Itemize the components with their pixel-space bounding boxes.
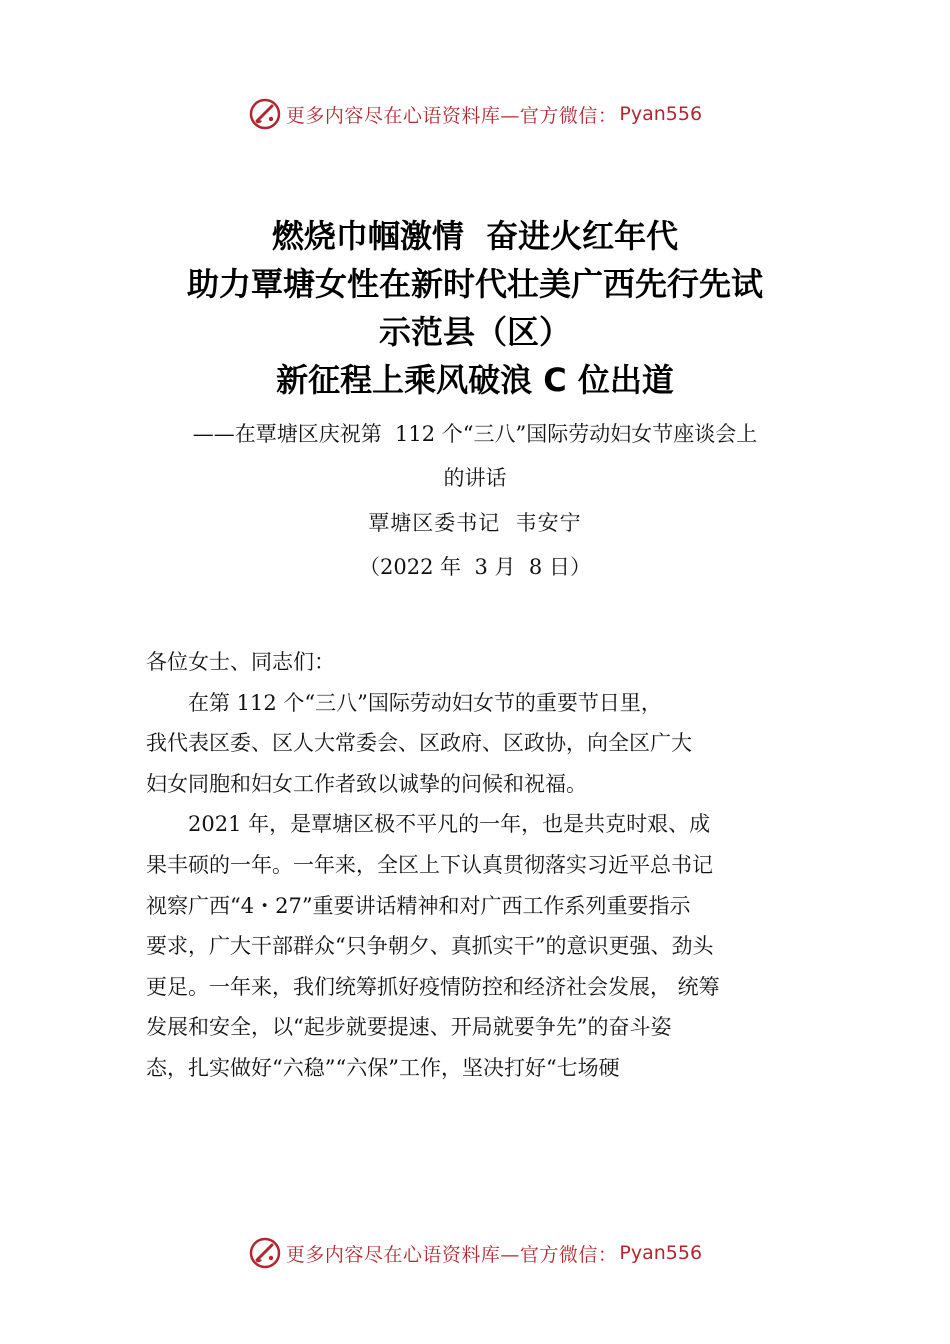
paragraph-line: 要求，广大干部群众“只争朝夕、真抓实干”的意识更强、劲头 — [146, 934, 714, 959]
footer-banner — [0, 1233, 950, 1273]
paragraph-line: 在第 112 个“三八”国际劳动妇女节的重要节日里， — [188, 690, 662, 715]
subtitle-line-2: 的讲话 — [443, 466, 507, 490]
banner-text: 更多内容尽在心语资料库—官方微信： — [285, 104, 618, 127]
paragraph-line: 更足。一年来，我们统筹抓好疫情防控和经济社会发展， 统筹 — [146, 974, 720, 999]
banner-wechat-id: Pyan556 — [619, 103, 703, 125]
salutation — [146, 642, 811, 683]
document-title — [0, 212, 950, 404]
paragraph-line: 我代表区委、区人大常委会、区政府、区政协，向全区广大 — [146, 731, 692, 756]
title-line-1: 燃烧巾帼激情 奋进火红年代 — [271, 217, 679, 255]
date-line: （2022 年 3 月 8 日） — [359, 555, 591, 579]
title-line-3: 示范县（区） — [378, 313, 571, 351]
paragraph-line: 果丰硕的一年。一年来，全区上下认真贯彻落实习近平总书记 — [146, 852, 713, 877]
brush-circle-logo-icon — [248, 97, 282, 131]
brush-circle-logo-icon — [248, 1236, 282, 1270]
paragraph-line: 态，扎实做好“六稳”“六保”工作，坚决打好“七场硬 — [146, 1055, 620, 1080]
title-line-4: 新征程上乘风破浪 C 位出道 — [276, 361, 674, 399]
paragraph-line: 妇女同胞和妇女工作者致以诚挚的问候和祝福。 — [146, 771, 587, 796]
banner-wechat-id: Pyan556 — [619, 1242, 703, 1264]
paragraph-line: 视察广西“4・27”重要讲话精神和对广西工作系列重要指示 — [146, 893, 691, 918]
paragraph-line: 2021 年，是覃塘区极不平凡的一年，也是共克时艰、成 — [188, 812, 711, 837]
paragraph-2 — [146, 804, 811, 1088]
subtitle-line-1: ——在覃塘区庆祝第 112 个“三八”国际劳动妇女节座谈会上 — [192, 422, 758, 446]
paragraph-line: 发展和安全，以“起步就要提速、开局就要争先”的奋斗姿 — [146, 1015, 672, 1040]
speech-body — [146, 642, 811, 1089]
banner-text: 更多内容尽在心语资料库—官方微信： — [285, 1243, 618, 1266]
author-line: 覃塘区委书记 韦安宁 — [368, 511, 582, 535]
paragraph-1 — [146, 683, 811, 805]
title-line-2: 助力覃塘女性在新时代壮美广西先行先试 — [186, 265, 763, 303]
header-banner — [0, 94, 950, 134]
salutation-text: 各位女士、同志们： — [146, 650, 335, 674]
